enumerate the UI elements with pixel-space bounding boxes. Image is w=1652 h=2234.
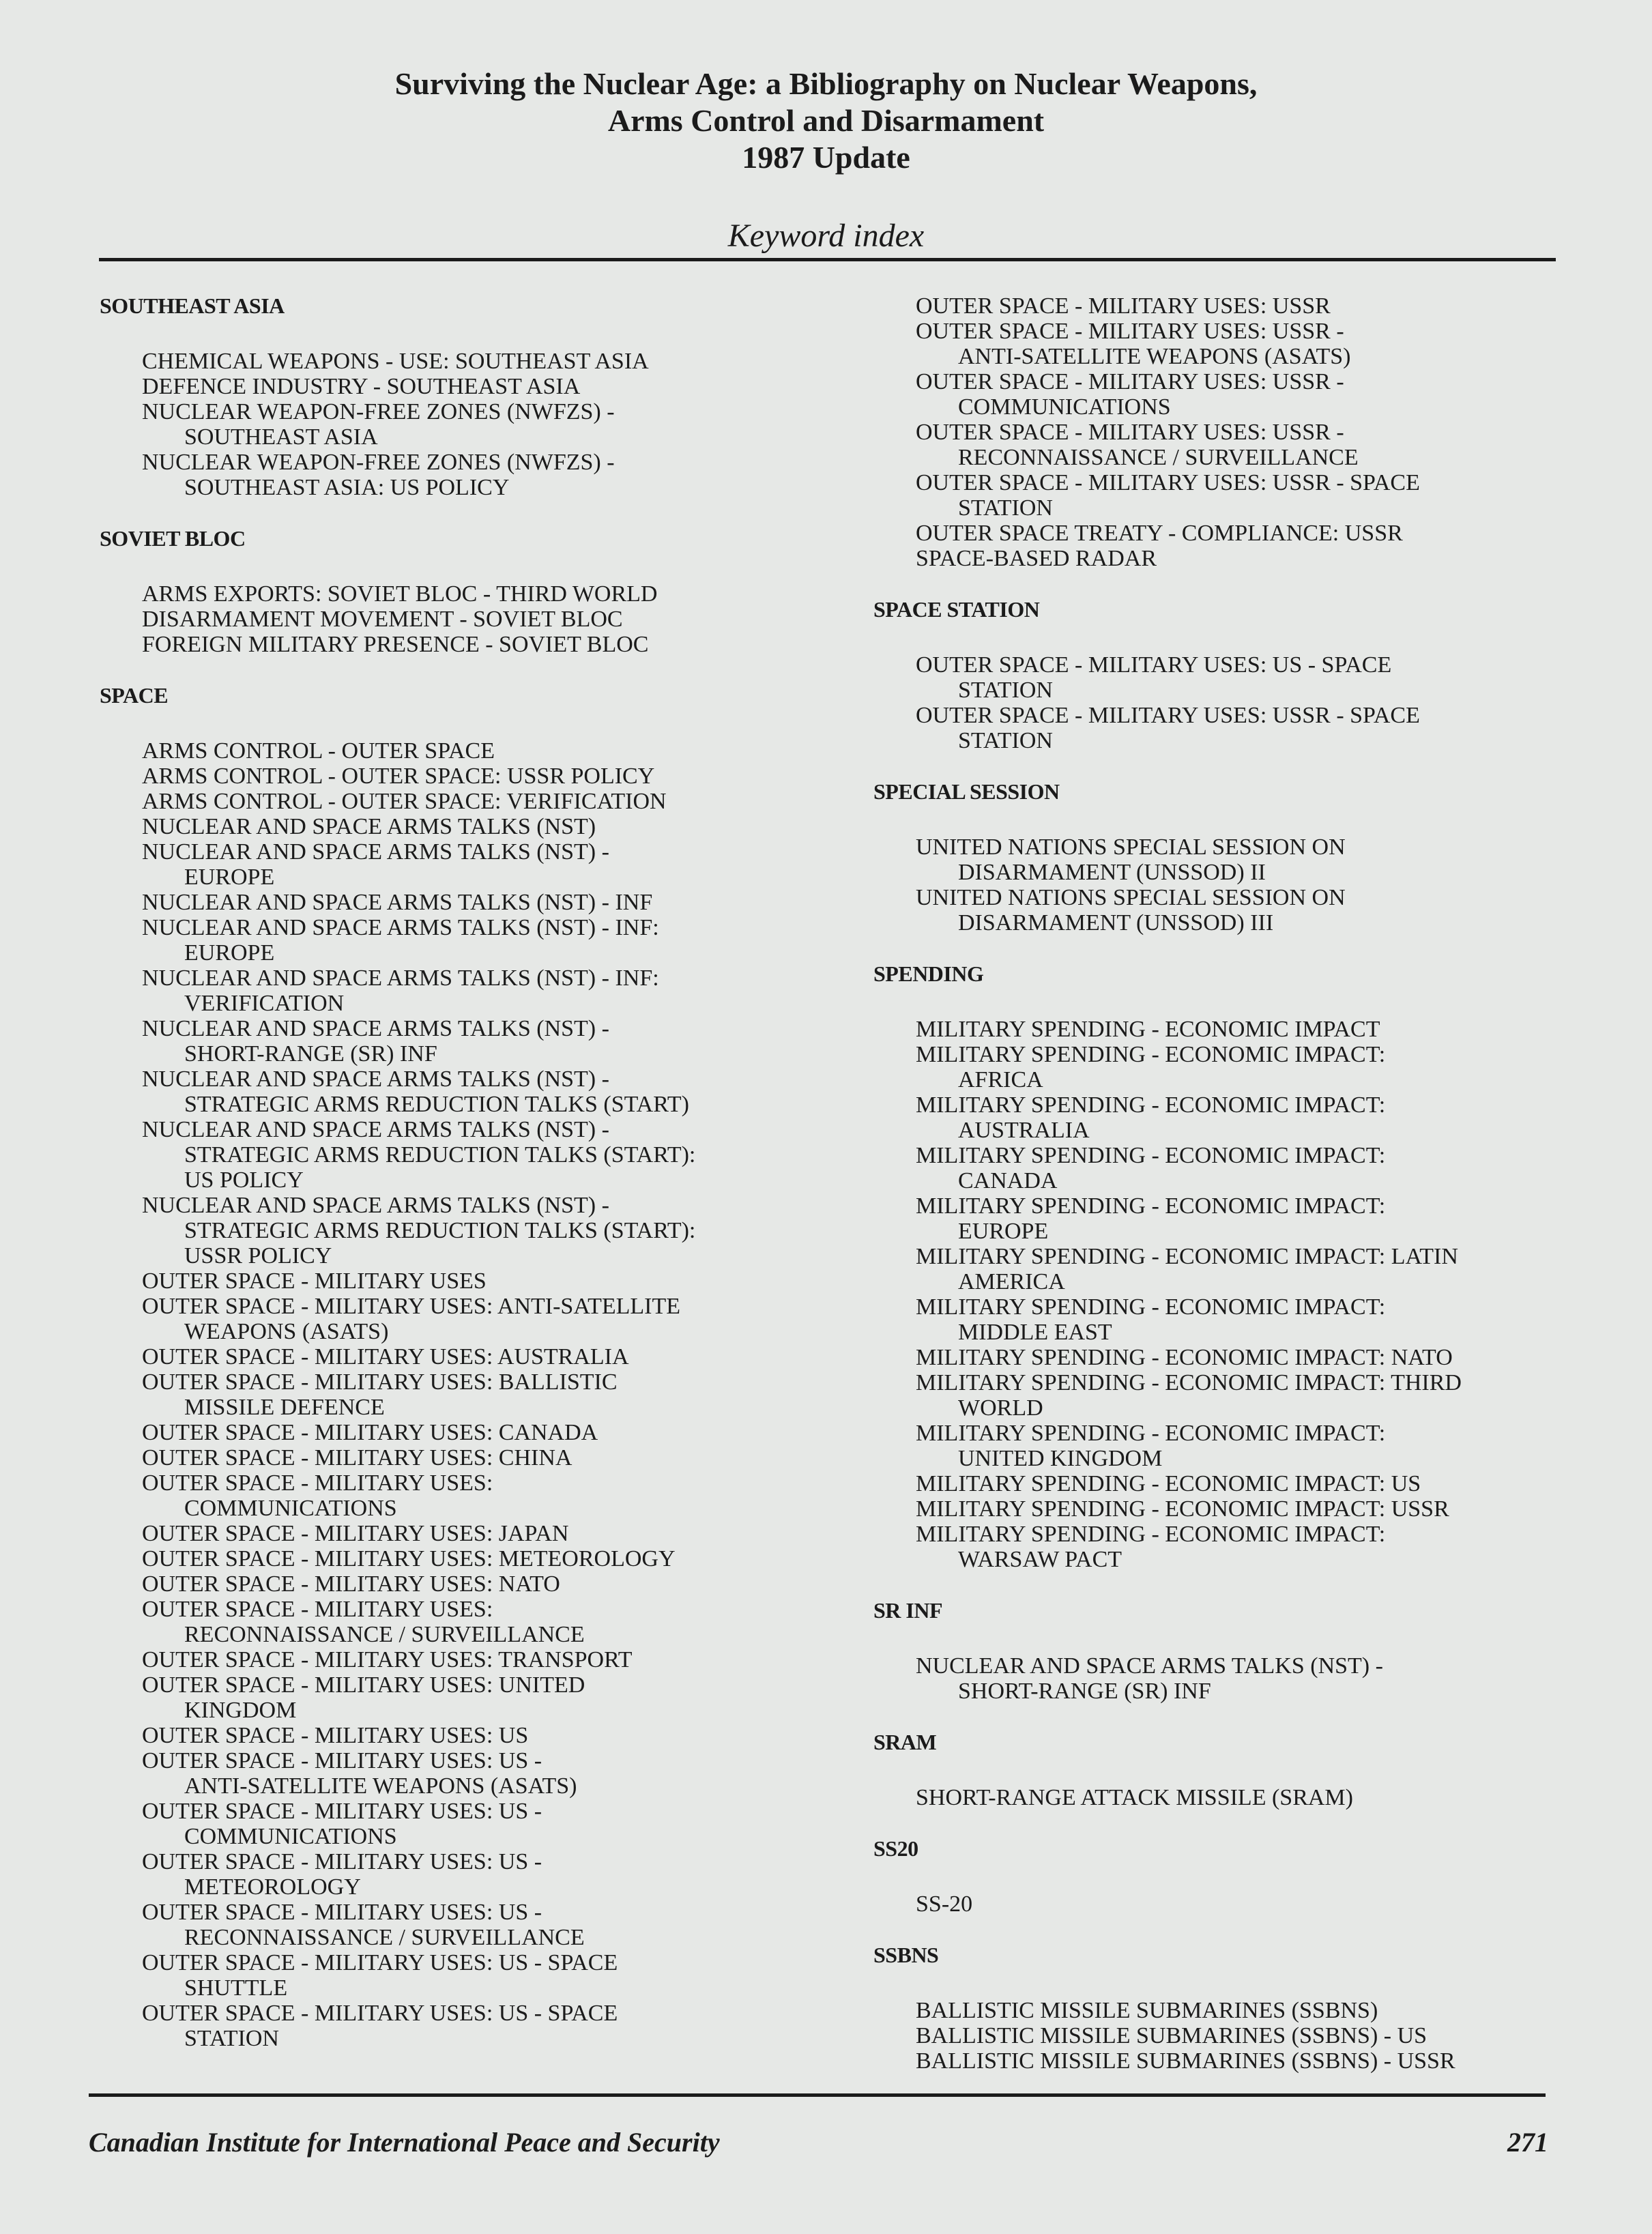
entry-text: OUTER SPACE - MILITARY USES:: [142, 1470, 493, 1496]
index-section: [873, 961, 1569, 1572]
index-entry: [100, 1470, 850, 1521]
index-entry: [100, 1900, 850, 1950]
index-entry: [100, 1723, 850, 1748]
entry-continuation: AUSTRALIA: [958, 1118, 1090, 1143]
entry-text: UNITED NATIONS SPECIAL SESSION ON: [916, 835, 1346, 860]
entry-text: MILITARY SPENDING - ECONOMIC IMPACT:: [916, 1092, 1386, 1118]
entry-text: OUTER SPACE - MILITARY USES: NATO: [142, 1571, 560, 1597]
index-entry: [100, 1849, 850, 1900]
keyword-heading: SRAM: [873, 1730, 937, 1754]
entry-continuation: RECONNAISSANCE / SURVEILLANCE: [958, 445, 1359, 470]
index-entry: [100, 349, 850, 374]
index-entry: [873, 470, 1569, 521]
entry-continuation: COMMUNICATIONS: [184, 1824, 397, 1849]
entry-text: ARMS CONTROL - OUTER SPACE: USSR POLICY: [142, 764, 655, 789]
entry-text: DEFENCE INDUSTRY - SOUTHEAST ASIA: [142, 374, 581, 399]
index-section: [873, 1730, 1569, 1810]
index-entry: [100, 1067, 850, 1117]
entry-continuation: US POLICY: [184, 1167, 304, 1193]
entry-text: OUTER SPACE - MILITARY USES: US -: [142, 1748, 542, 1773]
entry-text: MILITARY SPENDING - ECONOMIC IMPACT:: [916, 1143, 1386, 1168]
index-entry: [873, 1092, 1569, 1143]
entry-text: MILITARY SPENDING - ECONOMIC IMPACT: NATO: [916, 1345, 1453, 1370]
index-entry: [873, 1471, 1569, 1496]
entry-continuation: STRATEGIC ARMS REDUCTION TALKS (START):: [184, 1142, 696, 1167]
right-column: [873, 293, 1569, 2100]
index-entry: [100, 1799, 850, 1849]
entry-text: OUTER SPACE - MILITARY USES:: [142, 1597, 493, 1622]
entry-continuation: ANTI-SATELLITE WEAPONS (ASATS): [958, 344, 1351, 369]
entry-text: OUTER SPACE - MILITARY USES: US: [142, 1723, 529, 1748]
index-entry: [100, 738, 850, 764]
entry-text: OUTER SPACE - MILITARY USES: US -: [142, 1799, 542, 1824]
entry-continuation: STRATEGIC ARMS REDUCTION TALKS (START):: [184, 1218, 696, 1243]
index-entry: [100, 1016, 850, 1067]
index-entry: [100, 1420, 850, 1445]
entry-text: FOREIGN MILITARY PRESENCE - SOVIET BLOC: [142, 632, 649, 657]
index-entry: [873, 369, 1569, 420]
entry-text: DISARMAMENT MOVEMENT - SOVIET BLOC: [142, 607, 623, 632]
entry-text: BALLISTIC MISSILE SUBMARINES (SSBNS) - USSR: [916, 2048, 1455, 2074]
keyword-heading: SSBNS: [873, 1943, 939, 1967]
entry-continuation: RECONNAISSANCE / SURVEILLANCE: [184, 1622, 585, 1647]
title-line: Surviving the Nuclear Age: a Bibliography on Nuclear Weapons,: [394, 66, 1258, 101]
entry-text: OUTER SPACE - MILITARY USES: US - SPACE: [916, 652, 1392, 678]
entry-continuation: STRATEGIC ARMS REDUCTION TALKS (START): [184, 1092, 689, 1117]
index-entry: [100, 1521, 850, 1546]
entry-text: MILITARY SPENDING - ECONOMIC IMPACT:: [916, 1193, 1386, 1219]
entry-text: NUCLEAR AND SPACE ARMS TALKS (NST) -: [142, 1016, 609, 1041]
entry-continuation: RECONNAISSANCE / SURVEILLANCE: [184, 1925, 585, 1950]
entry-text: UNITED NATIONS SPECIAL SESSION ON: [916, 885, 1346, 910]
index-entry: [100, 581, 850, 607]
entry-text: NUCLEAR WEAPON-FREE ZONES (NWFZS) -: [142, 450, 615, 475]
index-entry: [873, 2023, 1569, 2048]
index-entry: [100, 1597, 850, 1647]
index-entry: [100, 966, 850, 1016]
index-entry: [873, 1017, 1569, 1042]
entry-continuation: WARSAW PACT: [958, 1547, 1122, 1572]
entry-text: OUTER SPACE - MILITARY USES: USSR - SPACE: [916, 470, 1420, 495]
entry-text: MILITARY SPENDING - ECONOMIC IMPACT:: [916, 1042, 1386, 1067]
index-entry: [100, 1344, 850, 1369]
entry-text: ARMS EXPORTS: SOVIET BLOC - THIRD WORLD: [142, 581, 658, 607]
entry-text: NUCLEAR WEAPON-FREE ZONES (NWFZS) -: [142, 399, 615, 424]
entry-text: MILITARY SPENDING - ECONOMIC IMPACT: THIRD: [916, 1370, 1462, 1395]
entry-continuation: EUROPE: [184, 865, 275, 890]
entry-text: NUCLEAR AND SPACE ARMS TALKS (NST) -: [142, 1117, 609, 1142]
entry-text: OUTER SPACE - MILITARY USES: AUSTRALIA: [142, 1344, 629, 1369]
index-entry: [100, 814, 850, 839]
index-entry: [100, 1546, 850, 1571]
index-entry: [873, 1244, 1569, 1294]
entry-continuation: ANTI-SATELLITE WEAPONS (ASATS): [184, 1773, 577, 1799]
index-entry: [100, 915, 850, 966]
entry-text: BALLISTIC MISSILE SUBMARINES (SSBNS) - US: [916, 2023, 1428, 2048]
index-entry: [873, 1345, 1569, 1370]
index-entry: [873, 1891, 1569, 1917]
entry-text: OUTER SPACE - MILITARY USES: US -: [142, 1849, 542, 1874]
entry-text: OUTER SPACE - MILITARY USES: JAPAN: [142, 1521, 569, 1546]
entry-continuation: STATION: [958, 495, 1053, 521]
index-entry: [873, 1294, 1569, 1345]
index-entry: [873, 1653, 1569, 1704]
keyword-heading: SPACE: [100, 683, 169, 708]
keyword-heading: SPECIAL SESSION: [873, 779, 1060, 804]
index-entry: [873, 521, 1569, 546]
left-column: [100, 293, 850, 2077]
index-entry: [873, 293, 1569, 319]
entry-text: NUCLEAR AND SPACE ARMS TALKS (NST) - INF:: [142, 966, 659, 991]
entry-continuation: DISARMAMENT (UNSSOD) III: [958, 910, 1274, 935]
section-subtitle: Keyword index: [727, 218, 925, 254]
index-entry: [873, 1421, 1569, 1471]
entry-text: SHORT-RANGE ATTACK MISSILE (SRAM): [916, 1785, 1353, 1810]
entry-text: ARMS CONTROL - OUTER SPACE: VERIFICATION: [142, 789, 667, 814]
index-section: [873, 779, 1569, 935]
index-entry: [100, 1950, 850, 2001]
index-entry: [873, 703, 1569, 753]
entry-text: OUTER SPACE - MILITARY USES: US - SPACE: [142, 2001, 618, 2026]
index-entry: [873, 1998, 1569, 2023]
entry-continuation: STATION: [958, 728, 1053, 753]
entry-continuation: WORLD: [958, 1395, 1043, 1421]
entry-continuation: SHORT-RANGE (SR) INF: [184, 1041, 437, 1067]
index-section: [873, 1836, 1569, 1917]
index-entry: [873, 1785, 1569, 1810]
index-entry: [873, 546, 1569, 571]
index-entry: [873, 420, 1569, 470]
entry-continuation: STATION: [958, 678, 1053, 703]
entry-text: NUCLEAR AND SPACE ARMS TALKS (NST): [142, 814, 596, 839]
index-entry: [100, 1193, 850, 1268]
entry-text: OUTER SPACE - MILITARY USES: US -: [142, 1900, 542, 1925]
keyword-heading: SPENDING: [873, 961, 984, 986]
entry-text: OUTER SPACE - MILITARY USES: USSR -: [916, 319, 1344, 344]
index-section: [100, 293, 850, 500]
entry-text: SS-20: [916, 1891, 973, 1917]
index-entry: [873, 835, 1569, 885]
bottom-divider: [89, 2093, 1546, 2097]
entry-text: MILITARY SPENDING - ECONOMIC IMPACT: USSR: [916, 1496, 1449, 1522]
entry-continuation: CANADA: [958, 1168, 1058, 1193]
index-entry: [100, 789, 850, 814]
entry-continuation: MIDDLE EAST: [958, 1320, 1112, 1345]
publisher-name: Canadian Institute for International Peace and Security: [89, 2127, 720, 2158]
index-entry: [100, 1117, 850, 1193]
index-entry: [100, 1571, 850, 1597]
entry-text: MILITARY SPENDING - ECONOMIC IMPACT:: [916, 1421, 1386, 1446]
index-entry: [100, 399, 850, 450]
entry-continuation: MISSILE DEFENCE: [184, 1395, 385, 1420]
index-entry: [873, 2048, 1569, 2074]
entry-text: OUTER SPACE - MILITARY USES: [142, 1268, 487, 1294]
title-line: Arms Control and Disarmament: [607, 103, 1045, 138]
entry-text: OUTER SPACE - MILITARY USES: UNITED: [142, 1672, 585, 1698]
index-entry: [873, 885, 1569, 935]
entry-text: OUTER SPACE - MILITARY USES: TRANSPORT: [142, 1647, 633, 1672]
keyword-heading: SOVIET BLOC: [100, 526, 246, 551]
index-entry: [100, 1672, 850, 1723]
index-entry: [100, 607, 850, 632]
entry-text: NUCLEAR AND SPACE ARMS TALKS (NST) - INF:: [142, 915, 659, 940]
entry-continuation: AMERICA: [958, 1269, 1065, 1294]
entry-text: MILITARY SPENDING - ECONOMIC IMPACT:: [916, 1522, 1386, 1547]
entry-text: OUTER SPACE - MILITARY USES: USSR -: [916, 369, 1344, 394]
entry-text: MILITARY SPENDING - ECONOMIC IMPACT: [916, 1017, 1380, 1042]
index-entry: [100, 632, 850, 657]
entry-continuation: EUROPE: [184, 940, 275, 966]
entry-text: OUTER SPACE - MILITARY USES: CHINA: [142, 1445, 573, 1470]
keyword-heading: SOUTHEAST ASIA: [100, 293, 285, 318]
entry-continuation: SOUTHEAST ASIA: [184, 424, 378, 450]
entry-continuation: COMMUNICATIONS: [958, 394, 1171, 420]
index-entry: [100, 1268, 850, 1294]
entry-text: OUTER SPACE - MILITARY USES: USSR - SPACE: [916, 703, 1420, 728]
entry-text: NUCLEAR AND SPACE ARMS TALKS (NST) -: [142, 1193, 609, 1218]
entry-text: MILITARY SPENDING - ECONOMIC IMPACT:: [916, 1294, 1386, 1320]
entry-continuation: KINGDOM: [184, 1698, 297, 1723]
index-section: [873, 293, 1569, 571]
entry-text: OUTER SPACE - MILITARY USES: CANADA: [142, 1420, 598, 1445]
index-entry: [100, 1647, 850, 1672]
top-divider: [99, 258, 1556, 261]
entry-continuation: SOUTHEAST ASIA: US POLICY: [184, 475, 510, 500]
index-entry: [100, 1294, 850, 1344]
index-section: [100, 683, 850, 2051]
keyword-heading: SR INF: [873, 1598, 943, 1623]
entry-text: OUTER SPACE - MILITARY USES: US - SPACE: [142, 1950, 618, 1975]
index-section: [873, 597, 1569, 753]
index-entry: [100, 374, 850, 399]
entry-text: MILITARY SPENDING - ECONOMIC IMPACT: LATIN: [916, 1244, 1458, 1269]
index-entry: [100, 1748, 850, 1799]
keyword-heading: SS20: [873, 1836, 918, 1861]
index-entry: [873, 1143, 1569, 1193]
index-entry: [873, 1370, 1569, 1421]
entry-continuation: WEAPONS (ASATS): [184, 1319, 389, 1344]
entry-text: NUCLEAR AND SPACE ARMS TALKS (NST) -: [142, 1067, 609, 1092]
page-title: [0, 66, 1652, 176]
entry-continuation: SHUTTLE: [184, 1975, 288, 2001]
index-entry: [873, 1042, 1569, 1092]
entry-text: OUTER SPACE - MILITARY USES: ANTI-SATELLITE: [142, 1294, 681, 1319]
entry-continuation: COMMUNICATIONS: [184, 1496, 397, 1521]
index-entry: [873, 652, 1569, 703]
index-entry: [100, 1445, 850, 1470]
index-entry: [100, 1369, 850, 1420]
entry-text: OUTER SPACE - MILITARY USES: USSR -: [916, 420, 1344, 445]
entry-text: SPACE-BASED RADAR: [916, 546, 1157, 571]
entry-continuation: METEOROLOGY: [184, 1874, 361, 1900]
entry-text: BALLISTIC MISSILE SUBMARINES (SSBNS): [916, 1998, 1378, 2023]
entry-continuation: STATION: [184, 2026, 279, 2051]
index-entry: [100, 450, 850, 500]
page-number: 271: [1507, 2127, 1548, 2158]
entry-text: NUCLEAR AND SPACE ARMS TALKS (NST) -: [142, 839, 609, 865]
index-entry: [100, 839, 850, 890]
index-entry: [100, 890, 850, 915]
entry-continuation: USSR POLICY: [184, 1243, 332, 1268]
index-entry: [100, 764, 850, 789]
entry-text: ARMS CONTROL - OUTER SPACE: [142, 738, 495, 764]
entry-text: OUTER SPACE - MILITARY USES: BALLISTIC: [142, 1369, 618, 1395]
index-entry: [873, 1496, 1569, 1522]
index-entry: [873, 1193, 1569, 1244]
keyword-heading: SPACE STATION: [873, 597, 1040, 622]
entry-text: OUTER SPACE - MILITARY USES: METEOROLOGY: [142, 1546, 676, 1571]
entry-continuation: AFRICA: [958, 1067, 1043, 1092]
index-entry: [873, 1522, 1569, 1572]
title-line: 1987 Update: [742, 140, 910, 175]
entry-continuation: SHORT-RANGE (SR) INF: [958, 1679, 1211, 1704]
entry-continuation: UNITED KINGDOM: [958, 1446, 1163, 1471]
entry-text: OUTER SPACE TREATY - COMPLIANCE: USSR: [916, 521, 1403, 546]
entry-text: CHEMICAL WEAPONS - USE: SOUTHEAST ASIA: [142, 349, 649, 374]
index-entry: [873, 319, 1569, 369]
entry-continuation: EUROPE: [958, 1219, 1049, 1244]
index-entry: [100, 2001, 850, 2051]
entry-text: MILITARY SPENDING - ECONOMIC IMPACT: US: [916, 1471, 1421, 1496]
index-section: [873, 1598, 1569, 1704]
entry-text: NUCLEAR AND SPACE ARMS TALKS (NST) -: [916, 1653, 1383, 1679]
entry-text: NUCLEAR AND SPACE ARMS TALKS (NST) - INF: [142, 890, 653, 915]
index-section: [100, 526, 850, 657]
index-section: [873, 1943, 1569, 2074]
entry-text: OUTER SPACE - MILITARY USES: USSR: [916, 293, 1331, 319]
entry-continuation: VERIFICATION: [184, 991, 345, 1016]
entry-continuation: DISARMAMENT (UNSSOD) II: [958, 860, 1266, 885]
